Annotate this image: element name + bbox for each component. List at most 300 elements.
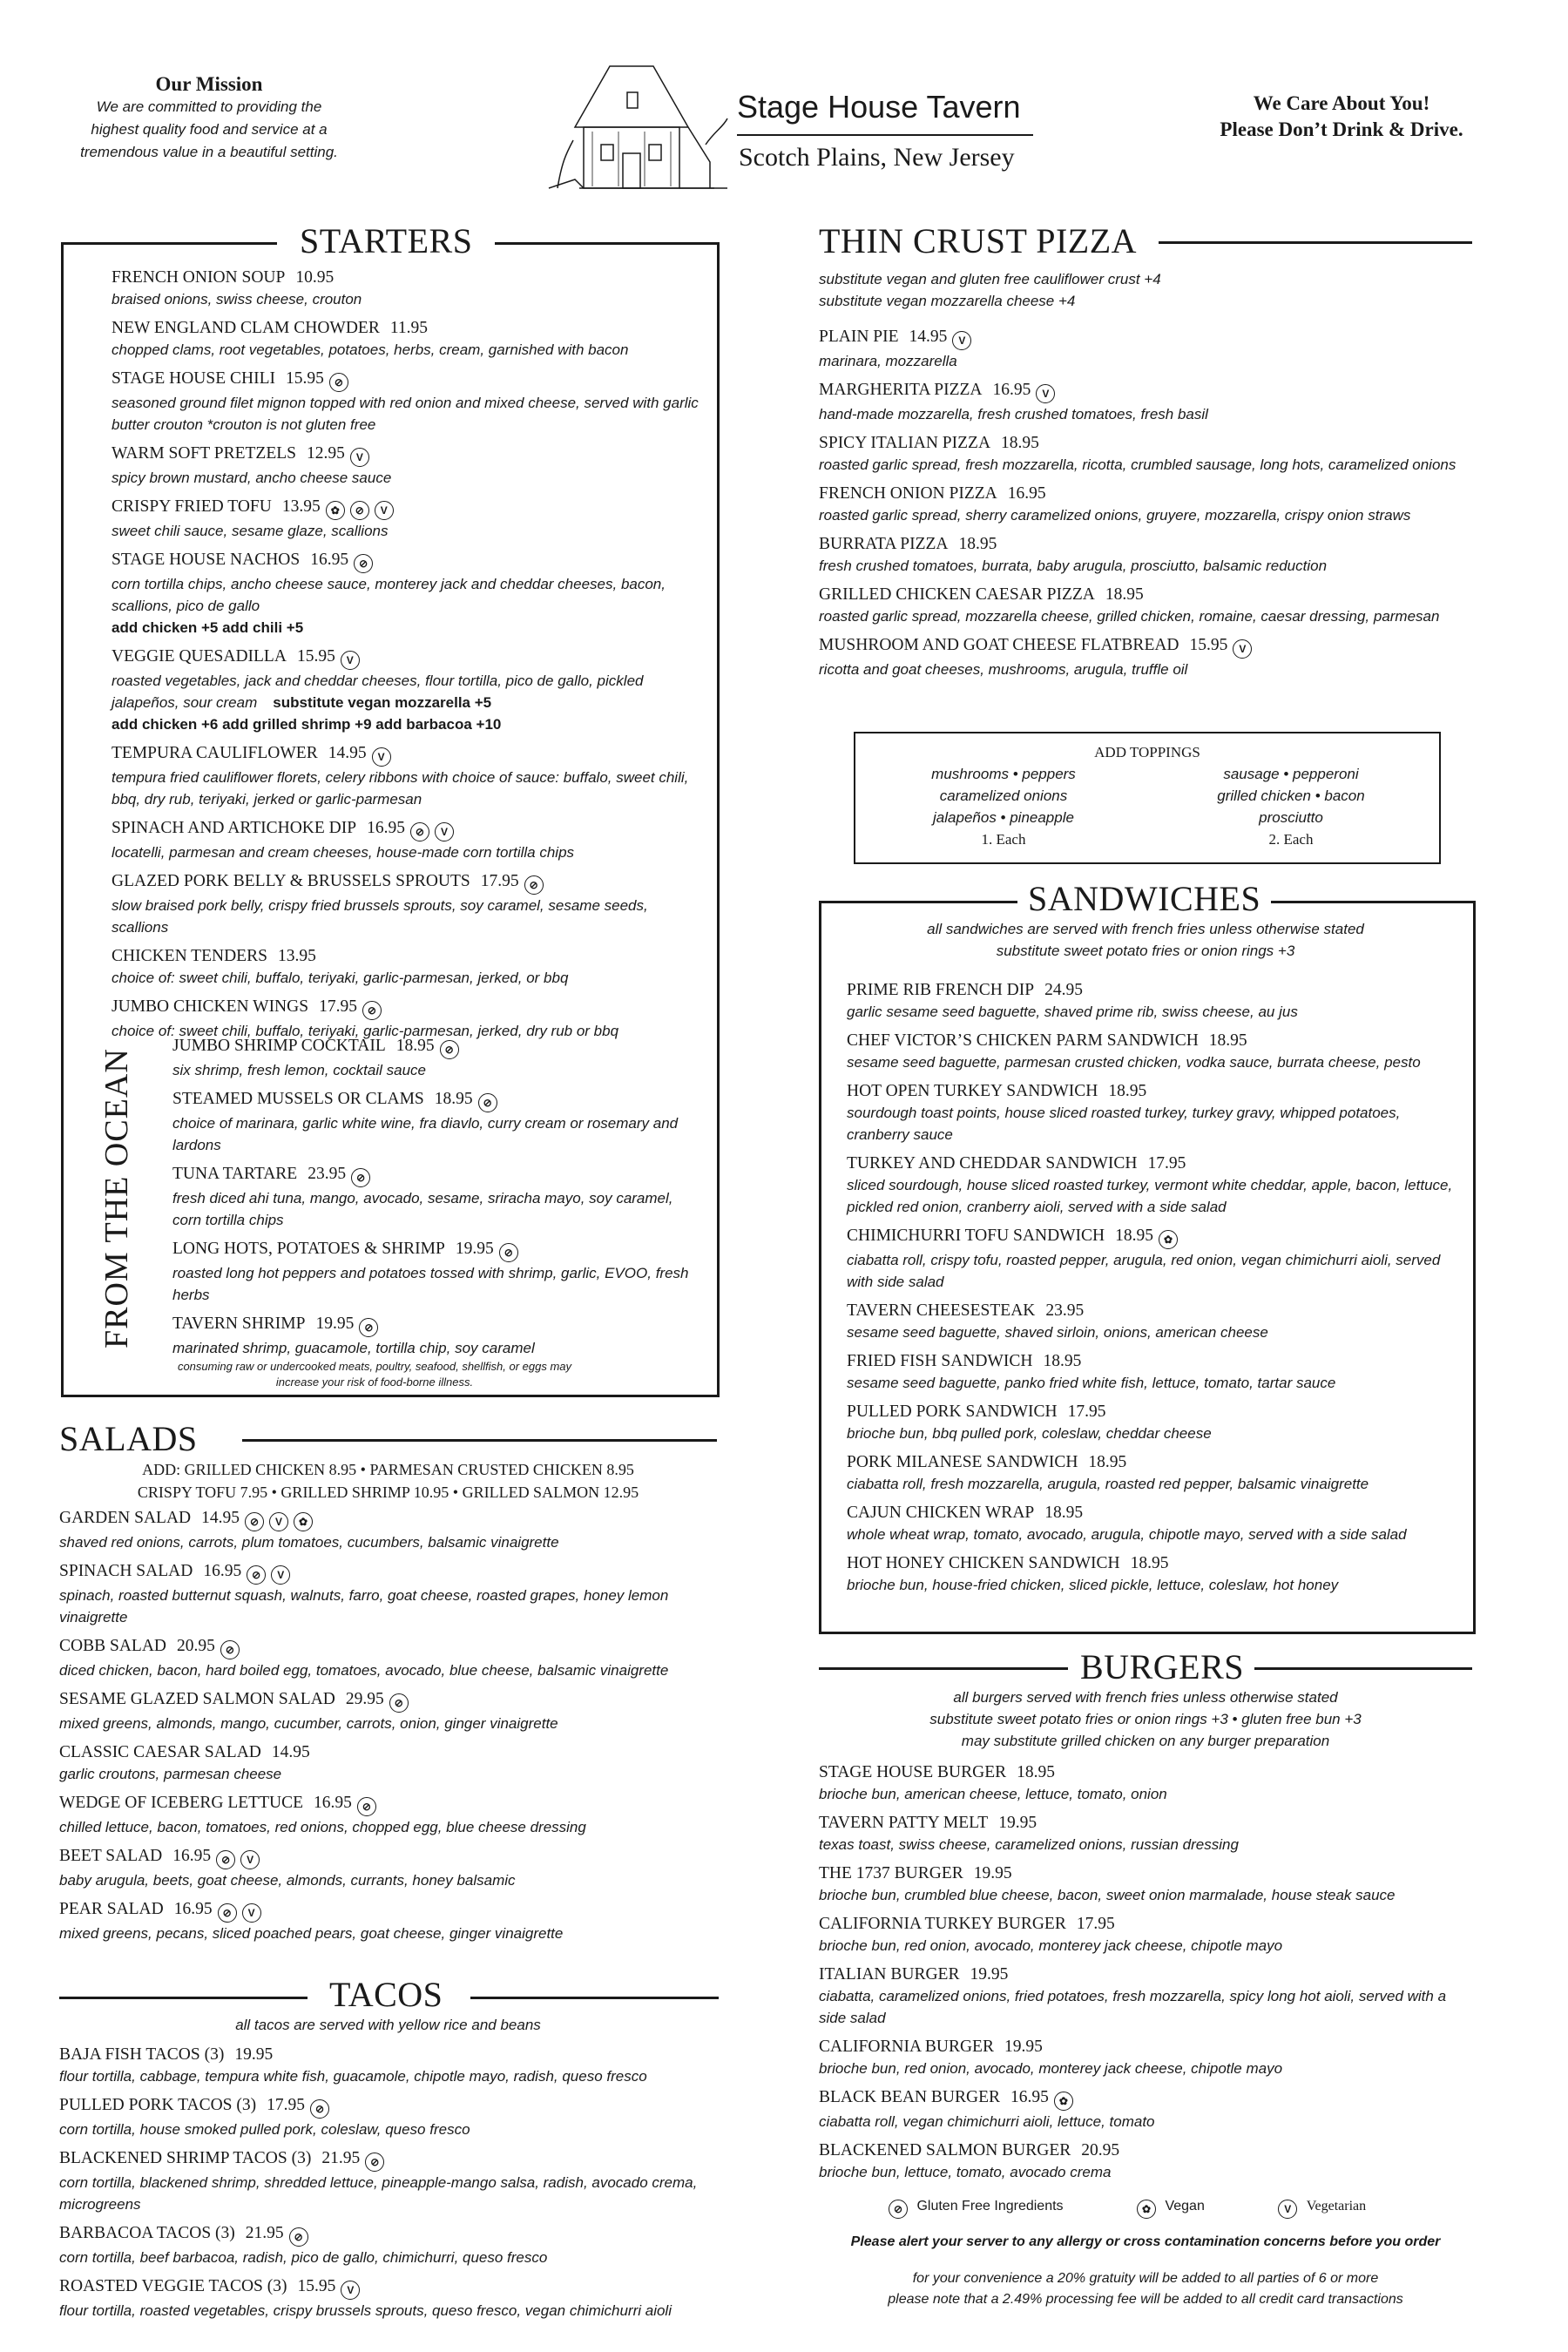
menu-item-crispy-fried-tofu [112,496,704,542]
item-price: 18.95 [1115,1227,1154,1245]
vegetarian-icon: V [242,1903,261,1923]
vegetarian-icon: V [435,822,454,841]
starters-list [112,267,704,1049]
item-price: 19.95 [455,1240,494,1258]
item-name-text: CRISPY FRIED TOFU [112,497,272,516]
item-name-text: SPINACH AND ARTICHOKE DIP [112,819,357,837]
menu-item-name [847,1401,1465,1423]
menu-item-name [847,1502,1465,1524]
item-description [847,1321,1465,1343]
item-description [59,1816,721,1838]
vegetarian-icon: V [269,1512,288,1531]
item-name-text: PULLED PORK SANDWICH [847,1402,1058,1421]
item-price: 18.95 [1108,1082,1147,1100]
item-description [819,659,1463,680]
item-description-text: roasted garlic spread, sherry caramelized onions, gruyere, mozzarella, crispy onion straws [819,507,1411,524]
item-price: 16.95 [310,551,349,569]
item-description [112,467,704,489]
menu-item-name [112,267,704,288]
item-price: 17.95 [1067,1402,1106,1421]
item-description-text: marinara, mozzarella [819,353,957,369]
item-description [847,1249,1465,1293]
item-name-text: SPICY ITALIAN PIZZA [819,434,991,452]
item-name-text: TAVERN CHEESESTEAK [847,1301,1036,1320]
vegan-icon: ✿ [294,1512,313,1531]
sandwiches-subtitle [823,918,1468,962]
item-description [847,1102,1465,1146]
item-name-text: HOT HONEY CHICKEN SANDWICH [847,1554,1120,1572]
item-description-text: hand-made mozzarella, fresh crushed tomatoes, fresh basil [819,406,1208,422]
item-name-text: CHIMICHURRI TOFU SANDWICH [847,1227,1105,1245]
menu-item-name [847,1225,1465,1249]
item-description-text: roasted garlic spread, mozzarella cheese, grilled chicken, romaine, caesar dressing, parmesan [819,608,1440,625]
menu-item-name [59,1792,721,1816]
menu-item-name [112,996,704,1020]
menu-item-black-bean-burger [819,2086,1472,2132]
menu-item-name [819,1963,1472,1985]
item-description [847,1001,1465,1023]
item-name-text: PEAR SALAD [59,1900,164,1918]
item-description-text: sesame seed baguette, shaved sirloin, onions, american cheese [847,1324,1268,1341]
item-description [112,767,704,810]
sandwiches-sub-line-2: substitute sweet potato fries or onion rings +3 [996,943,1295,959]
item-price: 16.95 [367,819,405,837]
item-price: 29.95 [345,1690,384,1708]
tacos-list [59,2044,721,2328]
item-description-text: ciabatta roll, vegan chimichurri aioli, lettuce, tomato [819,2113,1155,2130]
menu-item-classic-caesar-salad [59,1741,721,1785]
item-price: 23.95 [308,1165,347,1183]
menu-item-name [819,1913,1472,1935]
menu-item-name [59,2147,721,2172]
vegetarian-icon: V [240,1850,260,1869]
item-description-text: brioche bun, house-fried chicken, sliced pickle, lettuce, coleslaw, hot honey [847,1577,1339,1593]
menu-item-french-onion-pizza [819,483,1463,526]
vegetarian-icon: V [350,448,369,467]
legend-vegetarian: Vegetarian [1306,2199,1367,2213]
starters-heading: STARTERS [277,222,495,260]
legend-vegan: Vegan [1165,2199,1205,2213]
item-price: 16.95 [1007,484,1046,503]
barn-illustration-icon [540,57,1028,197]
item-name-text: BURRATA PIZZA [819,535,949,553]
menu-item-tavern-shrimp [172,1313,695,1359]
item-description-text: garlic croutons, parmesan cheese [59,1766,282,1782]
item-price: 18.95 [1208,1031,1247,1050]
logo-divider [737,134,1033,136]
item-name-text: STAGE HOUSE CHILI [112,369,276,388]
menu-item-name [819,634,1463,659]
item-price: 17.95 [1076,1915,1115,1933]
menu-item-chimichurri-tofu-sandwich [847,1225,1465,1293]
menu-item-name [847,979,1465,1001]
menu-item-spicy-italian-pizza [819,432,1463,476]
item-description [112,288,704,310]
menu-item-hot-open-turkey-sandwich [847,1080,1465,1146]
item-price: 10.95 [295,268,335,287]
item-name-text: TUNA TARTARE [172,1165,298,1183]
item-price: 24.95 [1044,981,1083,999]
item-description [819,1783,1472,1805]
item-description-text: flour tortilla, cabbage, tempura white fish, guacamole, chipotle mayo, radish, queso fresco [59,2068,647,2085]
menu-item-name [172,1035,695,1059]
mission-block [78,73,340,164]
gluten-free-icon: ⊘ [351,1168,370,1187]
vegan-icon: ✿ [1137,2200,1156,2219]
item-description-text: garlic sesame seed baguette, shaved prime rib, swiss cheese, au jus [847,1004,1298,1020]
topping-line: jalapeños • pineapple [933,809,1074,826]
item-price: 20.95 [176,1637,215,1655]
vegetarian-icon: V [952,331,971,350]
menu-item-plain-pie [819,326,1463,372]
gluten-free-icon: ⊘ [310,2099,329,2119]
item-price: 21.95 [321,2149,361,2167]
gluten-free-icon: ⊘ [247,1565,266,1585]
menu-item-name [112,742,704,767]
gluten-free-icon: ⊘ [524,875,544,895]
item-price: 16.95 [203,1562,242,1580]
item-description-text: spinach, roasted butternut squash, walnuts, farro, goat cheese, roasted grapes, honey lemon vinaigrette [59,1587,669,1625]
gluten-free-icon: ⊘ [362,1001,382,1020]
item-description [59,1531,721,1553]
item-description-text: mixed greens, pecans, sliced poached pears, goat cheese, ginger vinaigrette [59,1925,564,1942]
legend-gluten-free: Gluten Free Ingredients [916,2199,1064,2213]
item-name-text: BLACKENED SHRIMP TACOS (3) [59,2149,312,2167]
item-description [819,2058,1472,2079]
item-price: 16.95 [172,1847,212,1865]
menu-item-name [59,2094,721,2119]
item-description [172,1187,695,1231]
item-name-text: PLAIN PIE [819,328,899,346]
menu-item-name [59,2275,721,2300]
menu-item-blackened-salmon-burger [819,2139,1472,2183]
gluten-free-icon: ⊘ [357,1797,376,1816]
menu-item-name [112,443,704,467]
item-description [59,2172,721,2215]
menu-item-burrata-pizza [819,533,1463,577]
item-description [112,895,704,938]
burgers-sub-line-2: substitute sweet potato fries or onion rings +3 • gluten free bun +3 [929,1711,1362,1727]
item-price: 13.95 [277,947,316,965]
menu-item-name [847,1300,1465,1321]
item-description-text: flour tortilla, roasted vegetables, crispy brussels sprouts, queso fresco, vegan chimichurri aioli [59,2302,672,2319]
item-name-text: CAJUN CHICKEN WRAP [847,1504,1035,1522]
menu-item-california-turkey-burger [819,1913,1472,1957]
menu-item-name [59,1845,721,1869]
item-price: 19.95 [998,1814,1037,1832]
item-name-text: BEET SALAD [59,1847,163,1865]
toppings-title: ADD TOPPINGS [1094,744,1200,760]
item-price: 19.95 [973,1864,1012,1882]
item-description-text: corn tortilla, house smoked pulled pork, coleslaw, queso fresco [59,2121,470,2138]
item-price: 14.95 [328,744,367,762]
item-description-text: diced chicken, bacon, hard boiled egg, tomatoes, avocado, blue cheese, balsamic vinaigrette [59,1662,669,1679]
care-message [1193,91,1490,143]
pizza-sub-line-1: substitute vegan and gluten free cauliflower crust +4 [819,271,1161,287]
item-name-text: HOT OPEN TURKEY SANDWICH [847,1082,1098,1100]
burgers-rule-right [1254,1667,1472,1670]
item-description [112,967,704,989]
gluten-free-icon: ⊘ [389,1693,409,1713]
item-description [847,1524,1465,1545]
sandwiches-list [847,979,1465,1603]
restaurant-name: Stage House Tavern [737,89,1021,125]
item-description-text: ciabatta, caramelized onions, fried potatoes, fresh mozzarella, spicy long hot aioli, served with a side salad [819,1988,1447,2026]
item-description [847,1574,1465,1596]
item-description [819,350,1463,372]
item-name-text: GARDEN SALAD [59,1509,192,1527]
menu-item-name [59,2222,721,2247]
item-price: 16.95 [1010,2088,1049,2106]
item-price: 14.95 [201,1509,240,1527]
pizza-list [819,326,1463,687]
item-description-text: brioche bun, red onion, avocado, monterey jack cheese, chipotle mayo [819,2060,1283,2077]
item-description-text: sesame seed baguette, panko fried white fish, lettuce, tomato, tartar sauce [847,1375,1336,1391]
item-description-text: choice of: sweet chili, buffalo, teriyaki, garlic-parmesan, jerked, dry rub or bbq [112,1023,619,1039]
item-name-text: MARGHERITA PIZZA [819,381,983,399]
item-description-text: marinated shrimp, guacamole, tortilla chip, soy caramel [172,1340,535,1356]
topping-line: grilled chicken • bacon [1217,787,1365,804]
menu-item-name [819,326,1463,350]
item-name-text: NEW ENGLAND CLAM CHOWDER [112,319,380,337]
item-description-text: roasted garlic spread, fresh mozzarella, ricotta, crumbled sausage, long hots, caramelized onions [819,456,1456,473]
item-description-text: brioche bun, red onion, avocado, monterey jack cheese, chipotle mayo [819,1937,1283,1954]
item-price: 18.95 [1044,1504,1084,1522]
menu-item-name [59,1635,721,1659]
burgers-heading: BURGERS [1068,1648,1256,1686]
gluten-free-icon: ⊘ [440,1040,459,1059]
item-description [847,1423,1465,1444]
item-description-text: sliced sourdough, house sliced roasted turkey, vermont white cheddar, apple, bacon, lettuce, pickled red onion, cranberry aioli, served with a side salad [847,1177,1453,1215]
item-name-text: ITALIAN BURGER [819,1965,960,1984]
item-description-text: spicy brown mustard, ancho cheese sauce [112,470,392,486]
item-name-text: CHICKEN TENDERS [112,947,267,965]
restaurant-logo [540,57,1028,197]
item-name-text: TAVERN PATTY MELT [819,1814,989,1832]
menu-item-name [819,1812,1472,1834]
care-line-2: Please Don’t Drink & Drive. [1220,118,1463,140]
item-price: 16.95 [173,1900,213,1918]
topping-price: 2. Each [1268,831,1314,848]
menu-item-steamed-mussels-or-clams [172,1088,695,1156]
gluten-free-icon: ⊘ [365,2153,384,2172]
menu-item-name [172,1313,695,1337]
item-description-text: sweet chili sauce, sesame glaze, scallions [112,523,389,539]
gluten-free-icon: ⊘ [889,2200,908,2219]
menu-item-name [112,645,704,670]
menu-item-tavern-patty-melt [819,1812,1472,1855]
item-price: 18.95 [1043,1352,1082,1370]
item-description-text: locatelli, parmesan and cream cheeses, house-made corn tortilla chips [112,844,575,861]
item-price: 23.95 [1045,1301,1085,1320]
vegetarian-icon: V [375,501,394,520]
menu-item-name [112,870,704,895]
item-description [59,1713,721,1734]
item-description-text: fresh diced ahi tuna, mango, avocado, sesame, sriracha mayo, soy caramel, corn tortilla chips [172,1190,673,1228]
vegetarian-icon: V [341,2281,360,2300]
processing-fee-notice: please note that a 2.49% processing fee will be added to all credit card transactions [888,2292,1403,2307]
menu-item-turkey-and-cheddar-sandwich [847,1152,1465,1218]
item-name-text: TEMPURA CAULIFLOWER [112,744,318,762]
menu-item-name [172,1238,695,1262]
menu-item-name [112,817,704,841]
menu-item-name [819,1862,1472,1884]
item-description-text: ciabatta roll, crispy tofu, roasted pepper, arugula, red onion, vegan chimichurri aioli, served with side salad [847,1252,1441,1290]
item-price: 17.95 [267,2096,306,2114]
menu-item-name [819,432,1463,454]
item-description [847,1174,1465,1218]
menu-item-warm-soft-pretzels [112,443,704,489]
tacos-subtitle: all tacos are served with yellow rice and beans [235,2017,541,2033]
item-price: 18.95 [1105,585,1144,604]
restaurant-location: Scotch Plains, New Jersey [739,143,1015,172]
gluten-free-icon: ⊘ [289,2227,308,2247]
item-name-text: LONG HOTS, POTATOES & SHRIMP [172,1240,445,1258]
menu-item-california-burger [819,2036,1472,2079]
item-price: 18.95 [1017,1763,1055,1781]
menu-item-name [819,483,1463,504]
menu-item-cajun-chicken-wrap [847,1502,1465,1545]
menu-item-name [112,549,704,573]
item-price: 18.95 [958,535,997,553]
item-name-text: BLACKENED SALMON BURGER [819,2141,1071,2159]
vegetarian-icon: V [341,651,360,670]
item-price: 18.95 [1088,1453,1127,1471]
item-price: 18.95 [1130,1554,1169,1572]
menu-item-name [59,1898,721,1923]
menu-item-french-onion-soup [112,267,704,310]
item-description [847,1372,1465,1394]
menu-item-stage-house-chili [112,368,704,436]
vegetarian-icon: V [1036,384,1055,403]
item-name-text: STAGE HOUSE NACHOS [112,551,301,569]
toppings-right-column [1160,763,1422,850]
item-price: 15.95 [1189,636,1228,654]
menu-item-chef-victor-s-chicken-parm-sandwich [847,1030,1465,1073]
item-description [112,841,704,863]
item-name-text: PULLED PORK TACOS (3) [59,2096,257,2114]
menu-item-veggie-quesadilla [112,645,704,735]
menu-item-name [819,584,1463,605]
gluten-free-icon: ⊘ [329,373,348,392]
menu-item-tuna-tartare [172,1163,695,1231]
item-name-text: CALIFORNIA BURGER [819,2038,994,2056]
item-name-text: BLACK BEAN BURGER [819,2088,1001,2106]
item-description-text: chilled lettuce, bacon, tomatoes, red onions, chopped egg, blue cheese dressing [59,1819,586,1835]
gluten-free-icon: ⊘ [478,1093,497,1112]
item-name-text: JUMBO CHICKEN WINGS [112,997,309,1016]
menu-item-name [819,2086,1472,2111]
menu-item-name [819,2139,1472,2161]
menu-item-blackened-shrimp-tacos-3 [59,2147,721,2215]
item-price: 16.95 [314,1794,352,1812]
item-description-text: mixed greens, almonds, mango, cucumber, carrots, onion, ginger vinaigrette [59,1715,558,1732]
gluten-free-icon: ⊘ [216,1850,235,1869]
item-price: 14.95 [271,1743,310,1761]
item-price: 21.95 [245,2224,284,2242]
menu-item-name [819,379,1463,403]
pizza-rule [1159,241,1472,244]
gluten-free-icon: ⊘ [350,501,369,520]
item-description [847,1051,1465,1073]
sandwiches-heading: SANDWICHES [1017,880,1271,918]
pizza-sub-line-2: substitute vegan mozzarella cheese +4 [819,293,1076,309]
menu-item-beet-salad [59,1845,721,1891]
item-name-text: STEAMED MUSSELS OR CLAMS [172,1090,424,1108]
tacos-rule-right [470,1997,719,1999]
mission-title: Our Mission [155,73,263,95]
item-price: 11.95 [389,319,428,337]
item-name-text: FRENCH ONION SOUP [112,268,286,287]
item-description [112,392,704,436]
item-description-text: ciabatta roll, fresh mozzarella, arugula, roasted red pepper, balsamic vinaigrette [847,1476,1369,1492]
menu-item-grilled-chicken-caesar-pizza [819,584,1463,627]
menu-item-wedge-of-iceberg-lettuce [59,1792,721,1838]
item-name-text: STAGE HOUSE BURGER [819,1763,1007,1781]
item-description [112,573,704,617]
menu-item-long-hots-potatoes-shrimp [172,1238,695,1306]
item-description [112,339,704,361]
item-description [819,454,1463,476]
item-price: 15.95 [286,369,324,388]
menu-item-stage-house-nachos [112,549,704,639]
menu-item-tempura-cauliflower [112,742,704,810]
vegetarian-icon: V [271,1565,290,1585]
menu-item-name [59,1507,721,1531]
item-description [819,605,1463,627]
menu-item-italian-burger [819,1963,1472,2029]
item-description [819,2161,1472,2183]
item-name-text: JUMBO SHRIMP COCKTAIL [172,1037,386,1055]
item-description-text: chopped clams, root vegetables, potatoes, herbs, cream, garnished with bacon [112,341,629,358]
topping-price: 1. Each [981,831,1026,848]
gluten-free-icon: ⊘ [245,1512,264,1531]
menu-item-name [112,496,704,520]
salads-list [59,1507,721,1951]
item-description [59,1585,721,1628]
salads-add-line-1: ADD: GRILLED CHICKEN 8.95 • PARMESAN CRUSTED CHICKEN 8.95 [142,1461,634,1478]
item-description [59,1659,721,1681]
item-price: 12.95 [307,444,345,463]
gluten-free-icon: ⊘ [359,1318,378,1337]
item-name-text: TAVERN SHRIMP [172,1315,306,1333]
item-description [59,1923,721,1944]
item-description-text: tempura fried cauliflower florets, celery ribbons with choice of sauce: buffalo, sweet chili, bbq, dry rub, teriyaki, jerked or garlic-parmesan [112,769,689,808]
menu-item-glazed-pork-belly-brussels-sprouts [112,870,704,938]
item-description [59,2300,721,2322]
menu-item-sesame-glazed-salmon-salad [59,1688,721,1734]
item-name-text: VEGGIE QUESADILLA [112,647,287,666]
menu-item-hot-honey-chicken-sandwich [847,1552,1465,1596]
menu-item-name [59,1688,721,1713]
menu-item-chicken-tenders [112,945,704,989]
ocean-list [172,1035,695,1366]
salads-add-ons [59,1458,717,1504]
vegan-icon: ✿ [326,501,345,520]
item-description [819,555,1463,577]
item-price: 13.95 [281,497,321,516]
menu-item-barbacoa-tacos-3 [59,2222,721,2268]
toppings-left-column [873,763,1134,850]
menu-item-roasted-veggie-tacos-3 [59,2275,721,2322]
burgers-subtitle [819,1686,1472,1752]
menu-item-name [59,1741,721,1763]
item-description-text: six shrimp, fresh lemon, cocktail sauce [172,1062,426,1078]
item-price: 18.95 [434,1090,473,1108]
menu-item-pear-salad [59,1898,721,1944]
item-description-text: brioche bun, bbq pulled pork, coleslaw, cheddar cheese [847,1425,1212,1442]
item-description [59,2065,721,2087]
